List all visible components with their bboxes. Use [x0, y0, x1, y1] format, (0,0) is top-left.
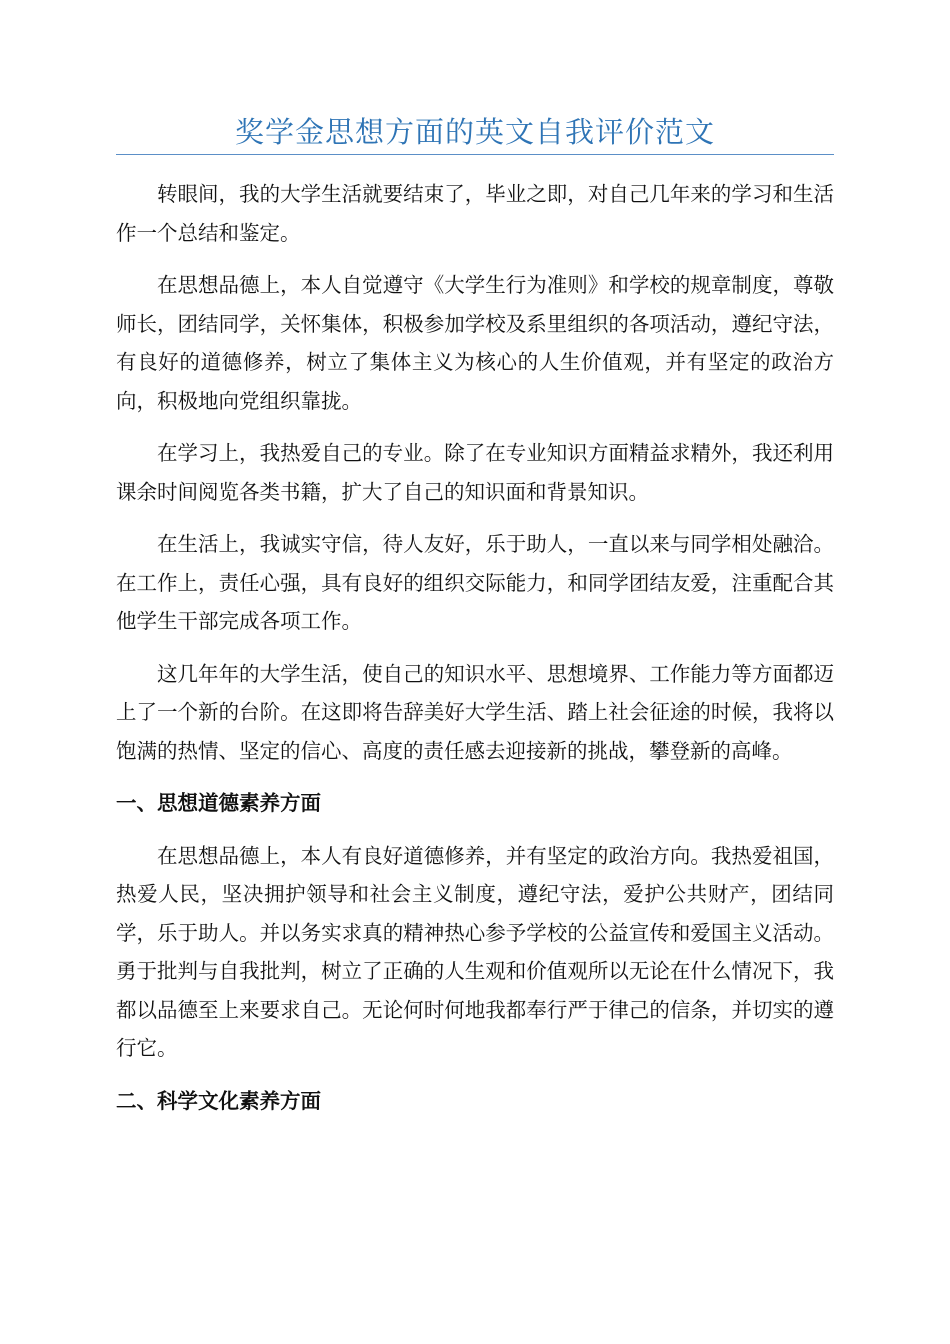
section-text-moral: 在思想品德上，本人有良好道德修养，并有坚定的政治方向。我热爱祖国，热爱人民，坚决拥护领导和社会主义制度，遵纪守法，爱护公共财产，团结同学，乐于助人。并以务实求真的精神热心参予学校的公益宣传和爱国主义活动。勇于批判与自我批判，树立了正确的人生观和价值观所以无论在什么情况下，我都以品德至上来要求自己。无论何时何地我都奉行严于律己的信条，并切实的遵行它。 — [116, 843, 834, 1060]
paragraph-life-work: 在生活上，我诚实守信，待人友好，乐于助人，一直以来与同学相处融洽。在工作上，责任心强，具有良好的组织交际能力，和同学团结友爱，注重配合其他学生干部完成各项工作。 — [116, 532, 834, 633]
paragraph-study: 在学习上，我热爱自己的专业。除了在专业知识方面精益求精外，我还利用课余时间阅览各类书籍，扩大了自己的知识面和背景知识。 — [116, 441, 834, 504]
title-underline — [116, 154, 834, 155]
paragraph-intro: 转眼间，我的大学生活就要结束了，毕业之即，对自己几年来的学习和生活作一个总结和鉴定。 — [116, 182, 834, 245]
section-heading-moral: 一、思想道德素养方面 — [116, 791, 321, 815]
section-heading-science: 二、科学文化素养方面 — [116, 1088, 321, 1113]
document-title: 奖学金思想方面的英文自我评价范文 — [234, 115, 715, 149]
document-body — [116, 175, 834, 1134]
paragraph-morality: 在思想品德上，本人自觉遵守《大学生行为准则》和学校的规章制度，尊敬师长，团结同学，关怀集体，积极参加学校及系里组织的各项活动，遵纪守法，有良好的道德修养，树立了集体主义为核心的人生价值观，并有坚定的政治方向，积极地向党组织靠拢。 — [116, 273, 834, 413]
paragraph-summary: 这几年年的大学生活，使自己的知识水平、思想境界、工作能力等方面都迈上了一个新的台阶。在这即将告辞美好大学生活、踏上社会征途的时候，我将以饱满的热情、坚定的信心、高度的责任感去迎接新的挑战，攀登新的高峰。 — [116, 661, 834, 763]
